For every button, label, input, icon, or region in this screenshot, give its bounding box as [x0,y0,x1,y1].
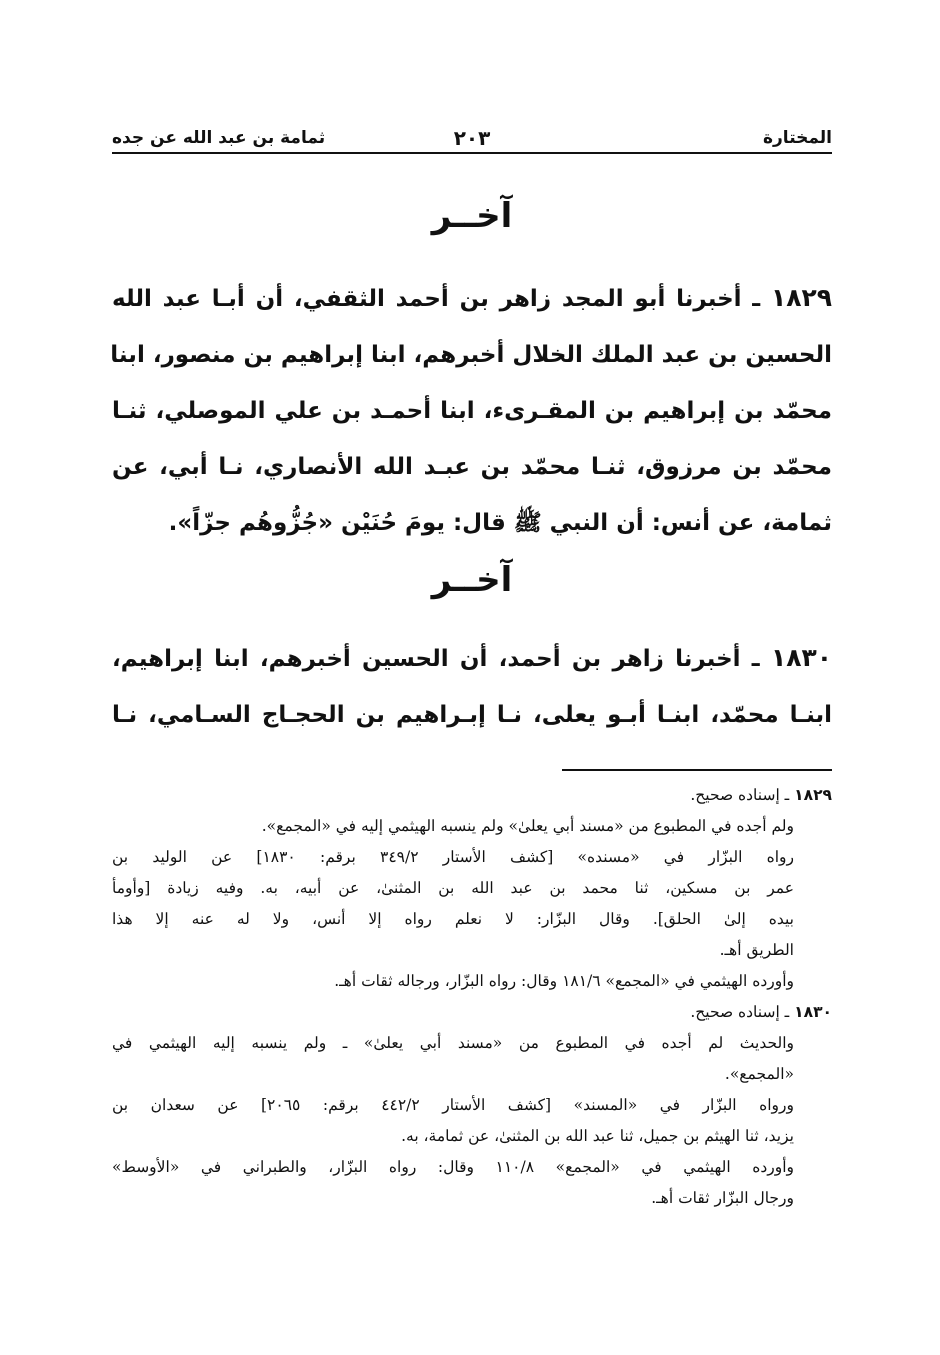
footnote-line: الطريق أهـ. [719,941,794,959]
footnote-line: ورواه البزّار في «المسند» [كشف الأستار ٤٤٢/٢ برقم: ٢٠٦٥] عن سعدان بن [112,1096,794,1114]
footnote-body [112,811,832,997]
hadith-line: ثمامة، عن أنس: أن النبي ﷺ قال: يومَ حُنَيْن «جُزُّوهُم جزّاً». [168,510,832,536]
footnote-line: وأورده الهيثمي في «المجمع» ١٨١/٦ وقال: رواه البزّار، ورجاله ثقات أهـ. [334,972,794,990]
footnote-line: رواه البزّار في «مسنده» [كشف الأستار ٣٤٩/٢ برقم: ١٨٣٠] عن الوليد بن [112,848,795,866]
header-divider [112,152,832,154]
footnotes [112,780,832,1214]
footnote-line: بيده إلىٰ الحلق]. وقال البزّار: لا نعلم رواه إلا أنس، ولا له عنه إلا هذا [112,910,794,928]
hadith-number: ١٨٣٠ [770,643,832,672]
footnote-head: ١٨٢٩ ـ إسناده صحيح. [690,786,832,804]
section-heading: آخــر [431,560,513,600]
footnote-number: ١٨٢٩ [794,786,832,804]
footnote-line: ولم أجده في المطبوع من «مسند أبي يعلىٰ» ولم ينسبه الهيثمي إليه في «المجمع». [261,817,794,835]
hadith-number: ١٨٢٩ [770,283,832,312]
footnote-line: ورجال البزّار ثقات أهـ. [651,1189,794,1207]
hadith-line: ابنـا محمّد، ابنـا أبـو يعلى، نـا إبـراهيم بن الحجـاج السـامي، نـا [112,702,832,728]
book-title: المختارة [762,128,832,148]
hadith-line: محمّد بن إبراهيم بن المقـرىء، ابنا أحمـد بن علي الموصلي، ثنـا [112,398,832,424]
hadith-line: الحسين بن عبد الملك الخلال أخبرهم، ابنا إبراهيم بن منصور، ابنا [110,342,832,368]
hadith-line: محمّد بن مرزوق، ثنـا محمّد بن عبـد الله الأنصاري، نـا أبي، عن [112,454,832,480]
chapter-title: ثمامة بن عبد الله عن جده [112,128,326,148]
hadith-text [112,270,832,551]
footnote-number: ١٨٣٠ [794,1003,832,1021]
footnote-line: وأورده الهيثمي في «المجمع» ١١٠/٨ وقال: رواه البزّار، والطبراني في «الأوسط» [112,1158,794,1176]
footnote-head: ١٨٣٠ ـ إسناده صحيح. [690,1003,832,1021]
hadith-line: ١٨٣٠ ـ أخبرنا زاهر بن أحمد، أن الحسين أخبرهم، ابنا إبراهيم، [112,643,832,672]
footnote-body [112,1028,832,1214]
running-header [112,124,832,154]
footnote-line: «المجمع». [724,1065,794,1083]
section-heading: آخــر [431,196,513,236]
hadith-text [112,630,832,743]
footnote-line: يزيد، ثنا الهيثم بن جميل، ثنا عبد الله بن المثنىٰ، عن ثمامة، به. [401,1127,794,1145]
page-number: ٢٠٣ [453,126,491,150]
footnote-line: والحديث لم أجده في المطبوع من «مسند أبي يعلىٰ» ـ ولم ينسبه إليه الهيثمي في [112,1034,794,1052]
footnote-line: عمر بن مسكين، ثنا محمد بن عبد الله بن المثنىٰ، عن أبيه، به. وفيه زيادة [وأومأ [112,879,794,897]
footnote-divider [562,769,832,771]
hadith-line: ١٨٢٩ ـ أخبرنا أبو المجد زاهر بن أحمد الثقفي، أن أبـا عبد الله [112,283,832,312]
